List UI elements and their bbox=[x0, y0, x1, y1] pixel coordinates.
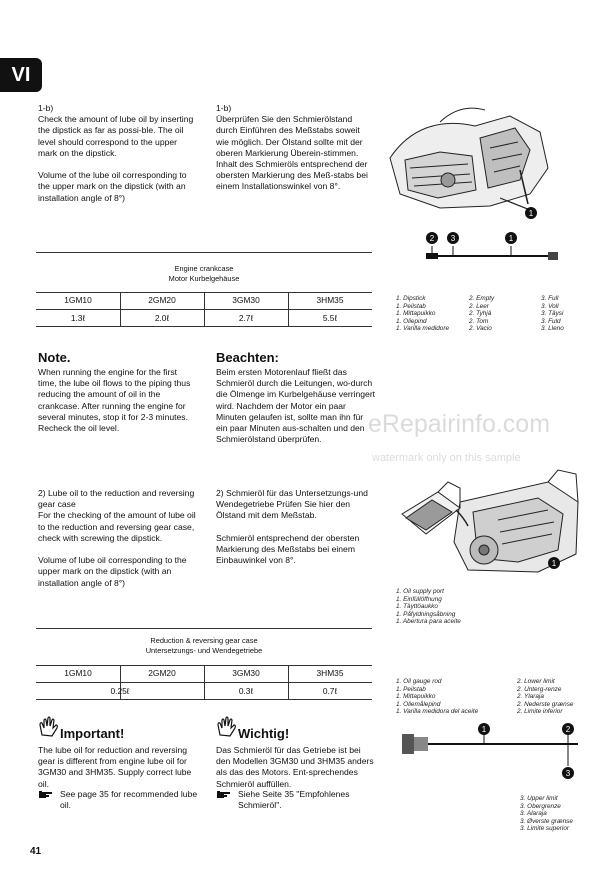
table1-bottom-rule bbox=[36, 326, 372, 327]
gearbox-oil-fill-illustration bbox=[398, 462, 588, 580]
important-heading-en: Important! bbox=[60, 726, 125, 741]
svg-text:1: 1 bbox=[551, 559, 557, 568]
gauge-legend-col3 bbox=[520, 795, 600, 833]
note-heading-de: Beachten: bbox=[216, 350, 279, 365]
section-1b-en: 1-b) Check the amount of lube oil by inserting the dipstick as far as possi-ble. The oil level should correspond to the upper mark on the dipstick. Volume of the lube oil corresponding to the upper mark on the dipstick (with an installation angle of 8°) bbox=[38, 103, 194, 203]
legend-item: 2. Leer bbox=[469, 302, 489, 310]
page-number: 41 bbox=[30, 846, 42, 857]
legend-item: 2. Ylaraja bbox=[517, 693, 544, 701]
dipstick-legend-col2 bbox=[469, 295, 539, 333]
legend-item: 2. Empty bbox=[469, 295, 495, 302]
table1-header-2gm20: 2GM20 bbox=[148, 295, 176, 305]
important-text-de: Das Schmieröl für das Getriebe ist bei den Modellen 3GM30 und 3HM35 anders als das des Motors. Ent-sprechendes Schmieröl auffüllen. bbox=[216, 745, 374, 789]
dipstick-legend-col1 bbox=[396, 295, 471, 333]
oil-gauge-rod-diagram bbox=[396, 722, 596, 792]
table2-bottom-rule bbox=[36, 699, 372, 700]
table1-header-1gm10: 1GM10 bbox=[64, 295, 92, 305]
legend-item: 3. Øverste grænse bbox=[520, 817, 573, 825]
table1-title-de: Motor Kurbelgehäuse bbox=[168, 274, 240, 283]
legend-item: 1. Varilla medidora del aceite bbox=[396, 708, 479, 716]
table1-header-3gm30: 3GM30 bbox=[232, 295, 260, 305]
legend-item: 1. Mittapuikko bbox=[396, 310, 436, 318]
note-text-en: When running the engine for the first time, the lube oil flows to the piping thus reducing the amount of oil in the crankcase. After running the engine for several minutes, stop it for 2-3 minutes. Recheck the oil level. bbox=[38, 367, 191, 434]
dipstick-marks-diagram bbox=[416, 229, 566, 269]
svg-text:2: 2 bbox=[429, 234, 435, 243]
legend-item: 3. Upper limit bbox=[520, 795, 558, 802]
table2-header-3hm35: 3HM35 bbox=[316, 668, 344, 678]
legend-item: 3. Täysi bbox=[541, 310, 564, 318]
note-heading-en: Note. bbox=[38, 350, 71, 365]
dipstick-legend-col3 bbox=[541, 295, 596, 333]
oil-port-legend bbox=[396, 588, 506, 626]
svg-text:1: 1 bbox=[481, 725, 487, 734]
legend-item: 2. Nederste grænse bbox=[517, 700, 574, 708]
table2-value-3gm30: 0.3ℓ bbox=[238, 686, 254, 696]
pointing-hand-icon bbox=[216, 790, 232, 800]
section-2-en: 2) Lube oil to the reduction and reversing gear case For the checking of the amount of lube oil to the reduction and reversing gear case, check with screwing the dipstick. Volume of lube oil corresponding to the upper mark on the dipstick (with an installation angle of 8°) bbox=[38, 488, 196, 588]
legend-item: 3. Full bbox=[541, 295, 559, 302]
hand-warning-icon bbox=[214, 715, 238, 739]
svg-text:3: 3 bbox=[565, 769, 571, 778]
table1-mid-rule bbox=[36, 309, 372, 310]
table1-value-3gm30: 2.7ℓ bbox=[238, 313, 254, 323]
table2-top-rule bbox=[36, 628, 372, 629]
table2-header-1gm10: 1GM10 bbox=[64, 668, 92, 678]
legend-item: 1. Oil gauge rod bbox=[396, 678, 442, 685]
legend-item: 1. Peilstab bbox=[396, 685, 426, 693]
important-ref-en: See page 35 for recommended lube oil. bbox=[60, 789, 198, 811]
important-ref-de: Siehe Seite 35 "Empfohlenes Schmieröl". bbox=[238, 789, 350, 811]
table2-value-3hm35: 0.7ℓ bbox=[322, 686, 338, 696]
table2-title-en: Reduction & reversing gear case bbox=[150, 636, 258, 645]
watermark: eRepairinfo.com bbox=[368, 410, 551, 438]
svg-text:2: 2 bbox=[565, 725, 571, 734]
svg-text:1: 1 bbox=[528, 209, 534, 218]
legend-item: 3. Fuld bbox=[541, 317, 561, 325]
legend-item: 1. Täyttöaukko bbox=[396, 603, 438, 611]
table2-header-3gm30: 3GM30 bbox=[232, 668, 260, 678]
table2-value-1gm10-2gm20: 0.25ℓ bbox=[110, 686, 130, 696]
important-text-en: The lube oil for reduction and reversing gear is different from engine lube oil for 3GM30 and 3HM35. Supply correct lube oil. bbox=[38, 745, 192, 789]
gauge-legend-col1 bbox=[396, 678, 514, 716]
legend-item: 1. Oil supply port bbox=[396, 588, 444, 595]
table1-title-en: Engine crankcase bbox=[174, 264, 234, 273]
table1-value-3hm35: 5.5ℓ bbox=[322, 313, 338, 323]
legend-item: 3. Lleno bbox=[541, 325, 564, 333]
section-2-de: 2) Schmieröl für das Untersetzungs-und Wendegetriebe Prüfen Sie hier den Ölstand mit dem Meßstab. Schmieröl entsprechend der obersten Markierung des Meßstabs bei einem Einbauwinkel von 8°. bbox=[216, 488, 368, 566]
legend-item: 1. Varilla medidore bbox=[396, 325, 450, 333]
legend-item: 1. Oliemålepind bbox=[396, 700, 441, 708]
table1-header-3hm35: 3HM35 bbox=[316, 295, 344, 305]
legend-item: 1. Abertura para aceite bbox=[396, 618, 461, 626]
legend-item: 3. Obergrenze bbox=[520, 802, 561, 810]
legend-item: 2. Unterg-renze bbox=[517, 685, 562, 693]
engine-dipstick-illustration bbox=[380, 98, 560, 233]
important-heading-de: Wichtig! bbox=[238, 726, 290, 741]
legend-item: 2. Lower limit bbox=[517, 678, 555, 685]
legend-item: 1. Påfyldningsåbning bbox=[396, 610, 456, 618]
section-1b-de: 1-b) Überprüfen Sie den Schmierölstand durch Einführen des Meßstabs soweit wie möglich. Der Ölstand sollte mit der oberen Markierung Überein-stimmen. Inhalt des Schmieröls entsprechend der obersten Markierung des Meß-stabs bei einem Installationswinkel von 8°. bbox=[216, 103, 368, 192]
table2-header-2gm20: 2GM20 bbox=[148, 668, 176, 678]
legend-item: 2. Tyhjä bbox=[469, 310, 492, 318]
legend-item: 3. Limite superior bbox=[520, 825, 570, 833]
table2-mid-rule bbox=[36, 682, 372, 683]
watermark-sub: watermark only on this sample bbox=[372, 452, 521, 464]
legend-item: 1. Peilstab bbox=[396, 302, 426, 310]
svg-text:3: 3 bbox=[450, 234, 456, 243]
svg-text:1: 1 bbox=[508, 234, 514, 243]
table2-title-de: Untersetzungs- und Wendegetriebe bbox=[145, 646, 263, 655]
legend-item: 2. Tom bbox=[469, 317, 489, 325]
legend-item: 1. Oliepind bbox=[396, 317, 427, 325]
note-text-de: Beim ersten Motorenlauf fließt das Schmieröl durch die Leitungen, wo-durch die Ölmenge im Kurbelgehäuse verringert wird. Nachdem der Motor ein paar Minuten gelaufen ist, sollte man ihn für ein paar Minuten aus-schalten und den Schmierölstand überprüfen. bbox=[216, 367, 376, 445]
legend-item: 3. Alaraja bbox=[520, 810, 547, 818]
table1-value-2gm20: 2.0ℓ bbox=[154, 313, 170, 323]
section-tab: VI bbox=[0, 58, 42, 92]
pointing-hand-icon bbox=[38, 790, 54, 800]
legend-item: 2. Limite inferior bbox=[517, 708, 563, 716]
legend-item: 2. Vacio bbox=[469, 325, 492, 333]
hand-warning-icon bbox=[36, 715, 60, 739]
legend-item: 3. Voll bbox=[541, 302, 559, 310]
table1-top-rule bbox=[36, 252, 372, 253]
legend-item: 1. Dipstick bbox=[396, 295, 426, 302]
legend-item: 1. Mittapuikko bbox=[396, 693, 436, 701]
gauge-legend-col2 bbox=[517, 678, 599, 716]
table1-value-1gm10: 1.3ℓ bbox=[70, 313, 86, 323]
legend-item: 1. Einfüllöffnung bbox=[396, 595, 442, 603]
